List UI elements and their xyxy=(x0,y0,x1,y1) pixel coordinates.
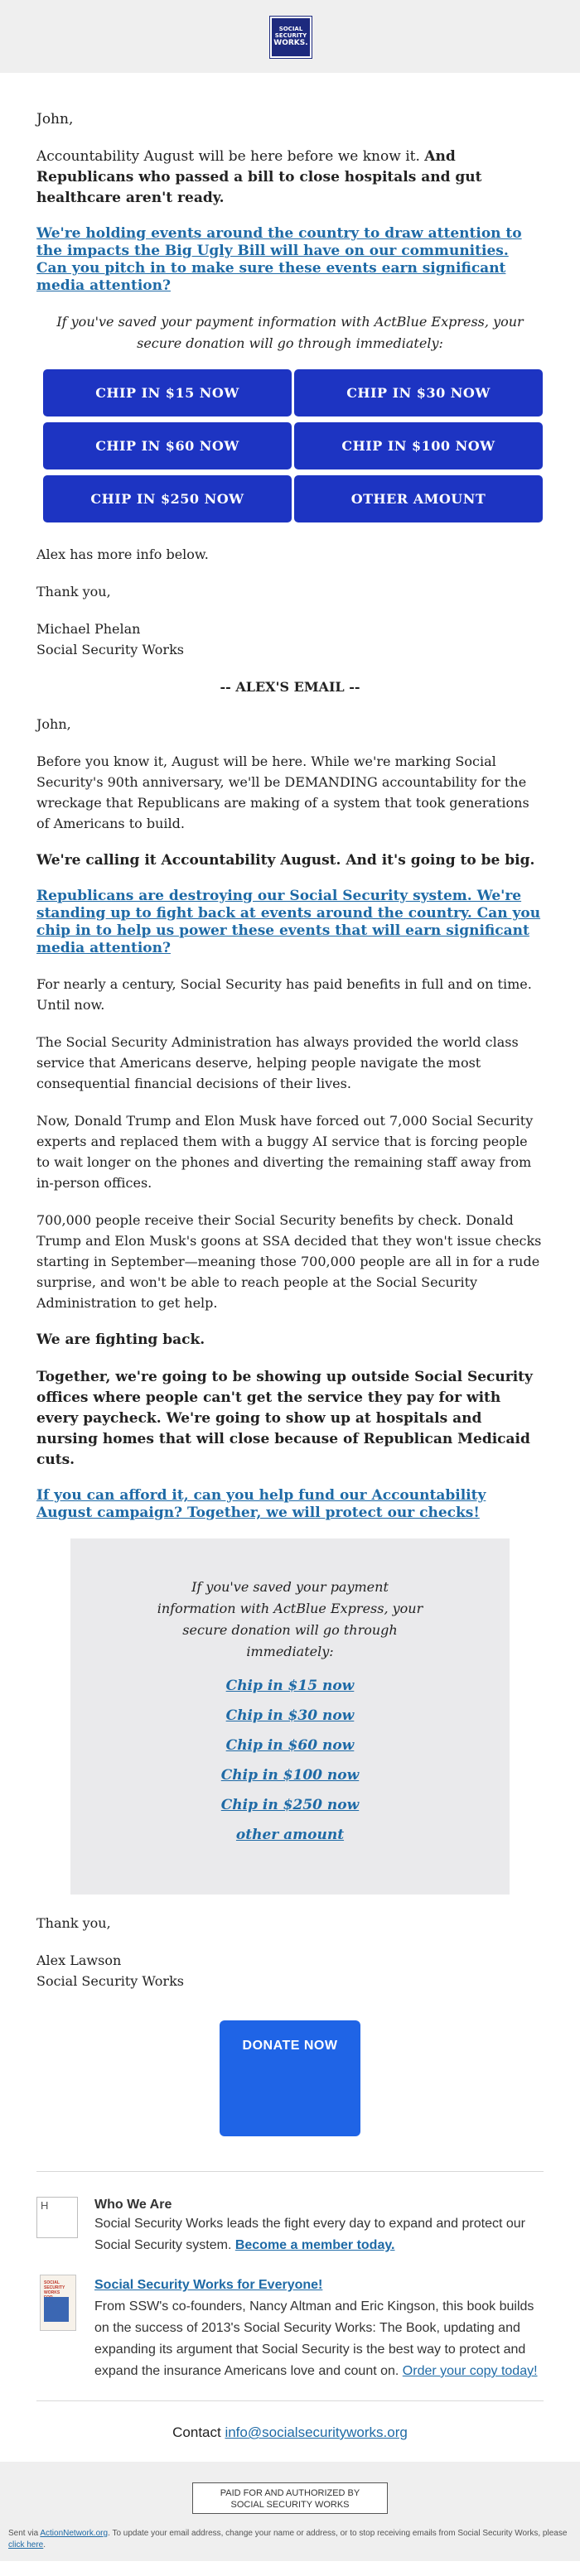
contact-line xyxy=(36,2424,544,2441)
unsubscribe-link[interactable]: click here xyxy=(8,2540,44,2550)
events-donate-link[interactable]: We're holding events around the country to draw attention to the impacts the Big Ugly Bill will have on our communities. Can you pitch in to make sure these events earn significant media attention? xyxy=(36,225,522,294)
more-info-text: Alex has more info below. xyxy=(36,546,209,562)
email-header xyxy=(0,0,580,73)
alex-greeting: John, xyxy=(36,716,71,732)
book-title-link[interactable]: Social Security Works for Everyone! xyxy=(94,2278,323,2292)
alex-paragraph-5: Now, Donald Trump and Elon Musk have forced out 7,000 Social Security experts and replaced them with a buggy AI service that is forcing people to wait longer on the phones and diverting the remaining staff away from in-person offices. xyxy=(36,1113,534,1191)
alex-paragraph-8: Together, we're going to be showing up outside Social Security offices where people can't get the service they pay for with every paycheck. We're going to show up at hospitals and nursing homes that will close because of Republican Medicaid cuts. xyxy=(36,1369,533,1468)
box-chip-60-link[interactable]: Chip in $60 now xyxy=(225,1737,355,1754)
who-we-are-title: Who We Are xyxy=(94,2198,172,2212)
chip-in-15-button[interactable]: CHIP IN $15 NOW xyxy=(43,369,292,416)
chip-in-buttons xyxy=(43,369,544,522)
signer-name: Michael Phelan xyxy=(36,621,141,637)
fund-campaign-link[interactable]: If you can afford it, can you help fund our Accountability August campaign? Together, we will protect our checks! xyxy=(36,1487,486,1521)
contact-label: Contact xyxy=(172,2424,225,2440)
greeting: John, xyxy=(36,111,74,128)
email-footer xyxy=(0,2462,580,2561)
chip-in-250-button[interactable]: CHIP IN $250 NOW xyxy=(43,475,292,522)
book-cover-art xyxy=(44,2297,69,2322)
chip-in-30-button[interactable]: CHIP IN $30 NOW xyxy=(294,369,543,416)
order-copy-link[interactable]: Order your copy today! xyxy=(402,2364,538,2378)
fine-text-2: . To update your email address, change your name or address, or to stop receiving emails from Social Security Works, please xyxy=(108,2529,568,2538)
paid-line-1: PAID FOR AND AUTHORIZED BY xyxy=(220,2488,360,2498)
book-cover-image[interactable] xyxy=(40,2275,76,2331)
closing-thanks: Thank you, xyxy=(36,1915,111,1931)
box-chip-15-link[interactable]: Chip in $15 now xyxy=(225,1678,355,1694)
intro-plain-text: Accountability August will be here before we know it. xyxy=(36,148,425,165)
alex-email-heading: -- ALEX'S EMAIL -- xyxy=(220,679,360,695)
alex-paragraph-4: The Social Security Administration has always provided the world class service that Americans deserve, helping people navigate the most consequential financial decisions of their lives. xyxy=(36,1034,519,1091)
intro-bold-text: And Republicans who passed a bill to close hospitals and gut healthcare aren't ready. xyxy=(36,148,482,206)
contact-email-link[interactable]: info@socialsecurityworks.org xyxy=(225,2424,408,2440)
express-note: If you've saved your payment information with ActBlue Express, your secure donation will go through immediately: xyxy=(56,314,524,351)
logo-line-1: SOCIAL xyxy=(278,26,303,32)
email-body xyxy=(36,73,544,2441)
closing-name: Alex Lawson xyxy=(36,1952,122,1968)
donate-links-box xyxy=(70,1538,510,1895)
fine-text-3: . xyxy=(43,2540,46,2550)
logo-line-2: SECURITY xyxy=(274,32,307,39)
book-cover-title: SOCIAL SECURITY WORKS xyxy=(44,2280,65,2295)
chip-in-60-button[interactable]: CHIP IN $60 NOW xyxy=(43,422,292,469)
box-express-note: If you've saved your payment information with ActBlue Express, your secure donation will go through immediately: xyxy=(157,1579,423,1659)
become-member-link[interactable]: Become a member today. xyxy=(234,2238,395,2252)
alex-paragraph-6: 700,000 people receive their Social Security benefits by check. Donald Trump and Elon Musk's goons at SSA decided that they won't issue checks starting in September—meaning those 700,000 people are all in for a rude surprise, and won't be able to reach people at the Social Security Administration to get help. xyxy=(36,1212,542,1311)
box-chip-30-link[interactable]: Chip in $30 now xyxy=(225,1707,355,1724)
paid-for-disclaimer xyxy=(192,2482,388,2514)
who-we-are-section xyxy=(36,2197,544,2256)
alex-paragraph-1: Before you know it, August will be here. While we're marking Social Security's 90th anniversary, we'll be DEMANDING accountability for the wreckage that Republicans are making of a system that took generations of Americans to build. xyxy=(36,754,529,831)
closing-org: Social Security Works xyxy=(36,1973,184,1989)
logo-line-3: WORKS. xyxy=(273,39,308,47)
signature-michael xyxy=(36,619,544,660)
thanks-text: Thank you, xyxy=(36,584,111,599)
broken-image-icon: H xyxy=(36,2197,78,2238)
actionnetwork-link[interactable]: ActionNetwork.org xyxy=(40,2529,109,2538)
ssw-logo[interactable] xyxy=(270,17,312,58)
signer-org: Social Security Works xyxy=(36,642,184,657)
who-we-are-text: Social Security Works leads the fight every day to expand and protect our Social Security system. xyxy=(94,2217,525,2252)
box-chip-250-link[interactable]: Chip in $250 now xyxy=(220,1797,360,1813)
fine-text-1: Sent via xyxy=(8,2529,41,2538)
fight-back-donate-link[interactable]: Republicans are destroying our Social Security system. We're standing up to fight back at events around the country. Can you chip in to help us power these events that will earn significant media attention? xyxy=(36,888,541,956)
alex-paragraph-2: We're calling it Accountability August. And it's going to be big. xyxy=(36,852,535,869)
box-chip-100-link[interactable]: Chip in $100 now xyxy=(220,1767,360,1784)
divider xyxy=(36,2171,544,2172)
book-description: From SSW's co-founders, Nancy Altman and Eric Kingson, this book builds on the success of 2013's Social Security Works: The Book, updating and expanding its argument that Social Security is the best way to protect and expand the insurance Americans love and count on. xyxy=(94,2299,534,2378)
fine-print xyxy=(8,2528,572,2551)
donate-now-button[interactable]: DONATE NOW xyxy=(220,2020,360,2136)
book-section xyxy=(36,2275,544,2382)
box-other-amount-link[interactable]: other amount xyxy=(235,1827,345,1843)
alex-paragraph-3: For nearly a century, Social Security has paid benefits in full and on time. Until now. xyxy=(36,976,532,1013)
intro-paragraph xyxy=(36,147,544,209)
other-amount-button[interactable]: OTHER AMOUNT xyxy=(294,475,543,522)
divider-2 xyxy=(36,2400,544,2401)
paid-line-2: SOCIAL SECURITY WORKS xyxy=(230,2500,350,2510)
chip-in-100-button[interactable]: CHIP IN $100 NOW xyxy=(294,422,543,469)
signature-alex xyxy=(36,1950,544,1991)
alex-paragraph-7: We are fighting back. xyxy=(36,1331,205,1348)
